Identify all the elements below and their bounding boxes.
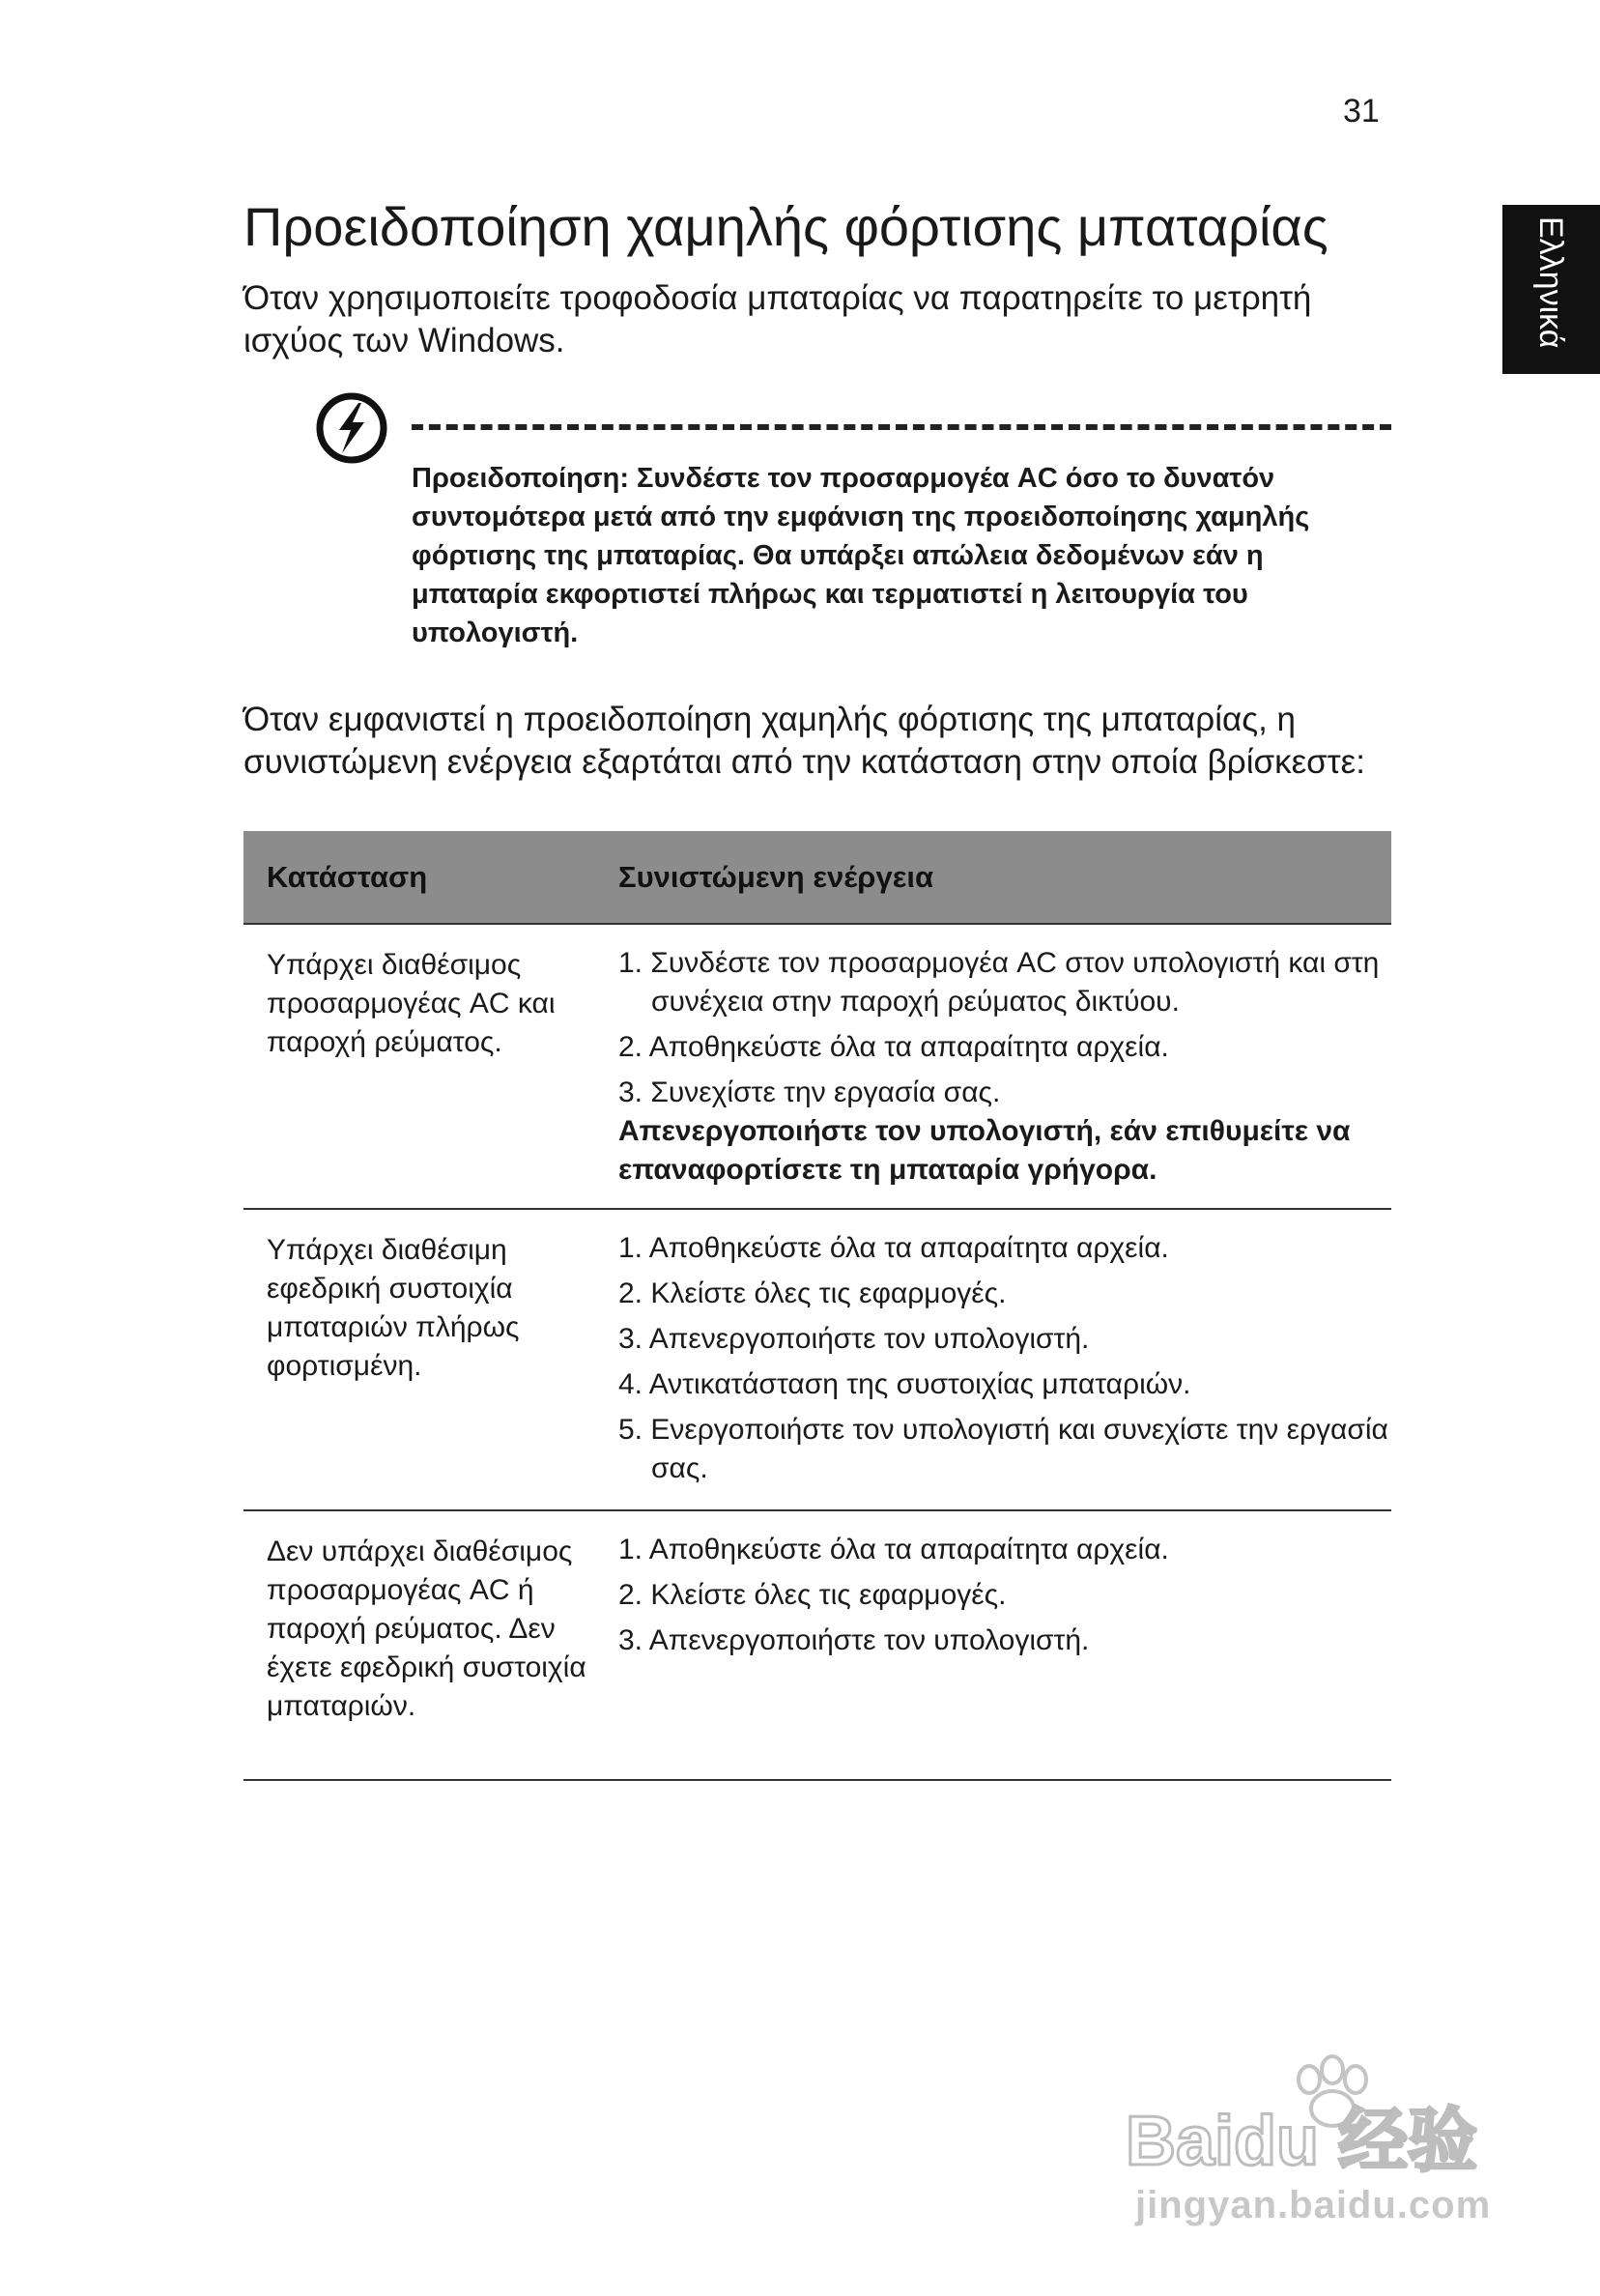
- intro-paragraph: Όταν χρησιμοποιείτε τροφοδοσία μπαταρίας να παρατηρείτε το μετρητή ισχύος των Windows.: [243, 279, 1312, 359]
- action-item: 3. Συνεχίστε την εργασία σας.: [618, 1076, 1001, 1108]
- page-title: Προειδοποίηση χαμηλής φόρτισης μπαταρίας: [243, 196, 1329, 257]
- action-cell: [595, 1210, 1391, 1509]
- page-number: 31: [1343, 93, 1380, 129]
- state-cell: Υπάρχει διαθέσιμη εφεδρική συστοιχία μπαταριών πλήρως φορτισμένη.: [267, 1234, 520, 1382]
- header-action: Συνιστώμενη ενέργεια: [618, 859, 934, 894]
- state-cell: Δεν υπάρχει διαθέσιμος προσαρμογέας AC ή παροχή ρεύματος. Δεν έχετε εφεδρική συστοιχία μπαταριών.: [267, 1535, 586, 1722]
- warning-text: Προειδοποίηση: Συνδέστε τον προσαρμογέα AC όσο το δυνατόν συντομότερα μετά από την εμφάνιση της προειδοποίησης χαμηλής φόρτισης της μπαταρίας. Θα υπάρξει απώλεια δεδομένων εάν η μπαταρία εκφορτιστεί πλήρως και τερματιστεί η λειτουργία του υπολογιστή.: [412, 463, 1310, 648]
- action-item: 5. Ενεργοποιήστε τον υπολογιστή και συνεχίστε την εργασία σας.: [618, 1414, 1388, 1484]
- action-item: 2. Κλείστε όλες τις εφαρμογές.: [618, 1579, 1007, 1611]
- action-note: Απενεργοποιήστε τον υπολογιστή, εάν επιθυμείτε να επαναφορτίσετε τη μπαταρία γρήγορα.: [618, 1115, 1351, 1186]
- table-header: [243, 831, 1391, 925]
- header-state: Κατάσταση: [267, 859, 428, 894]
- action-item: 4. Αντικατάσταση της συστοιχίας μπαταριών.: [618, 1368, 1191, 1400]
- state-cell: Υπάρχει διαθέσιμος προσαρμογέας AC και παροχή ρεύματος.: [267, 949, 556, 1058]
- action-item: 1. Συνδέστε τον προσαρμογέα AC στον υπολογιστή και στη συνέχεια στην παροχή ρεύματος δικτύου.: [618, 947, 1380, 1018]
- language-side-tab: [1502, 205, 1600, 374]
- situation-paragraph: Όταν εμφανιστεί η προειδοποίηση χαμηλής φόρτισης της μπαταρίας, η συνιστώμενη ενέργεια εξαρτάται από την κατάσταση στην οποία βρίσκεστε:: [243, 701, 1365, 781]
- language-label: Ελληνικά: [1532, 216, 1569, 349]
- lightning-warning-icon: [313, 389, 390, 467]
- warning-divider: [412, 424, 1391, 430]
- table-row: [243, 1210, 1391, 1511]
- action-cell: [595, 1511, 1391, 1779]
- action-cell: [595, 925, 1391, 1208]
- action-item: 1. Αποθηκεύστε όλα τα απαραίτητα αρχεία.: [618, 1534, 1169, 1565]
- watermark-logo-text: Baidu 经验: [1126, 2103, 1478, 2180]
- action-item: 1. Αποθηκεύστε όλα τα απαραίτητα αρχεία.: [618, 1232, 1169, 1264]
- action-item: 2. Κλείστε όλες τις εφαρμογές.: [618, 1277, 1007, 1309]
- battery-actions-table: [243, 831, 1391, 1781]
- action-item: 2. Αποθηκεύστε όλα τα απαραίτητα αρχεία.: [618, 1031, 1169, 1063]
- action-item: 3. Απενεργοποιήστε τον υπολογιστή.: [618, 1624, 1090, 1656]
- table-row: [243, 925, 1391, 1210]
- action-item: 3. Απενεργοποιήστε τον υπολογιστή.: [618, 1323, 1090, 1355]
- table-row: [243, 1511, 1391, 1781]
- watermark-url: jingyan.baidu.com: [1135, 2184, 1492, 2226]
